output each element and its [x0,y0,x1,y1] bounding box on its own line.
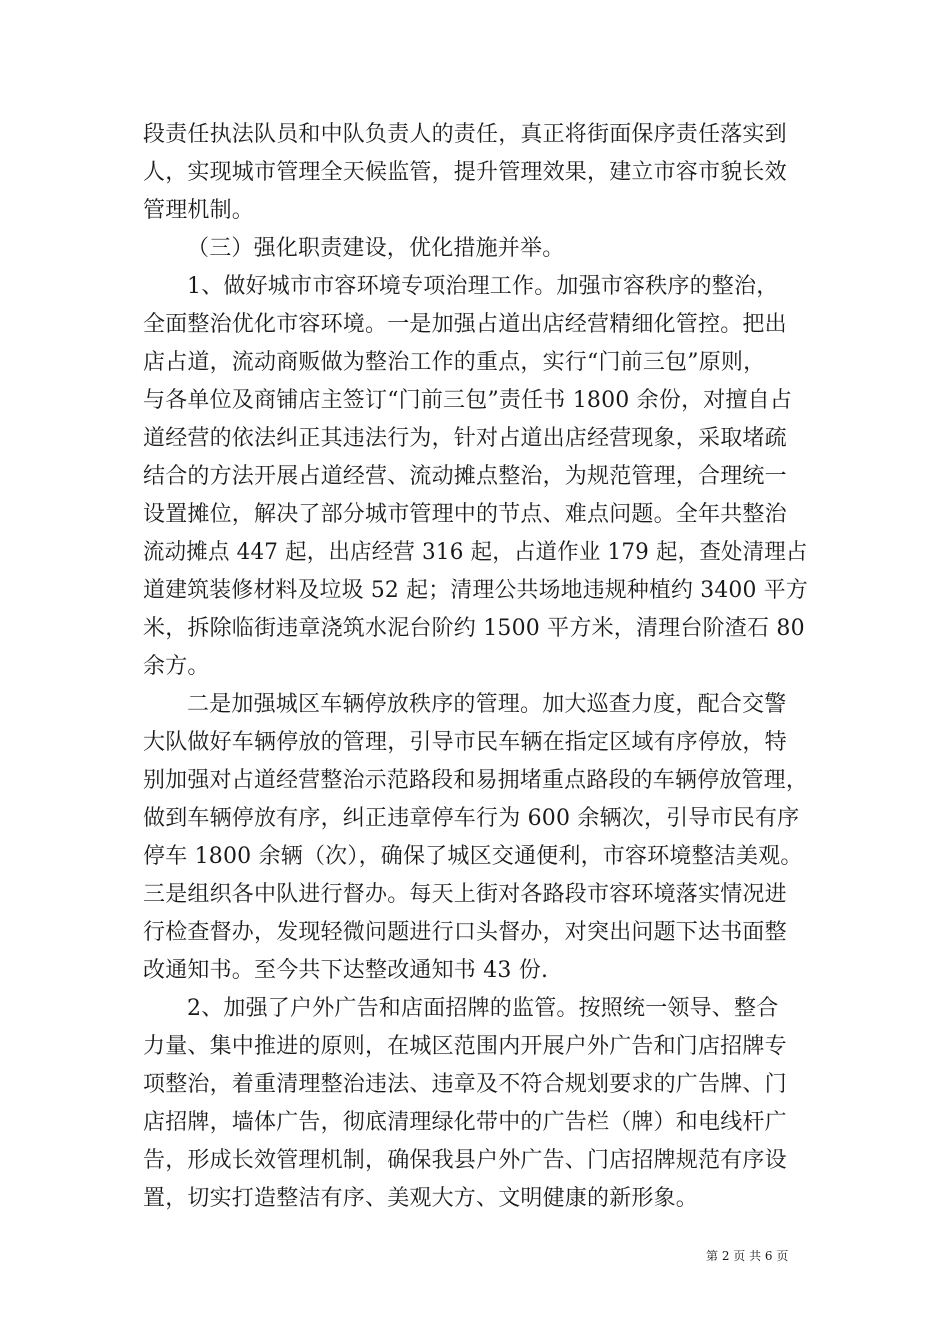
text-line: 店占道，流动商贩做为整治工作的重点，实行“门前三包”原则， [143,350,766,375]
text-line: 三是组织各中队进行督办。每天上街对各路段市容环境落实情况进 [143,882,787,907]
text-line: 力量、集中推进的原则，在城区范围内开展户外广告和门店招牌专 [143,1034,787,1059]
page-number: 第 2 页 共 6 页 [706,1249,789,1263]
text-line: 设置摊位，解决了部分城市管理中的节点、难点问题。全年共整治 [143,502,787,527]
text-line: 做到车辆停放有序，纠正违章停车行为 600 余辆次，引导市民有序 [143,806,800,831]
text-line: 二是加强城区车辆停放秩序的管理。加大巡查力度，配合交警 [187,692,787,717]
text-line: 人，实现城市管理全天候监管，提升管理效果，建立市容市貌长效 [143,160,787,185]
text-line: 大队做好车辆停放的管理，引导市民车辆在指定区域有序停放，特 [143,730,787,755]
text-line: 置，切实打造整洁有序、美观大方、文明健康的新形象。 [143,1186,699,1211]
text-line: 2、加强了户外广告和店面招牌的监管。按照统一领导、整合 [187,996,779,1021]
text-line: 道建筑装修材料及垃圾 52 起；清理公共场地违规种植约 3400 平方 [143,578,808,603]
text-line: 与各单位及商铺店主签订“门前三包”责任书 1800 余份，对擅自占 [143,388,793,413]
text-line: 1、做好城市市容环境专项治理工作。加强市容秩序的整治， [187,274,779,299]
text-line: 道经营的依法纠正其违法行为，针对占道出店经营现象，采取堵疏 [143,426,787,451]
text-line: 告，形成长效管理机制，确保我县户外广告、门店招牌规范有序设 [143,1148,787,1173]
text-line: 管理机制。 [143,198,255,223]
text-line: 余方。 [143,654,210,679]
text-line: 店招牌，墙体广告，彻底清理绿化带中的广告栏（牌）和电线杆广 [143,1110,787,1135]
text-line: 段责任执法队员和中队负责人的责任，真正将街面保序责任落实到 [143,122,787,147]
text-line: 停车 1800 余辆（次），确保了城区交通便利，市容环境整洁美观。 [143,844,803,869]
text-line: 项整治，着重清理整治违法、违章及不符合规划要求的广告牌、门 [143,1072,787,1097]
text-line: 改通知书。至今共下达整改通知书 43 份. [143,958,549,983]
text-line: 行检查督办，发现轻微问题进行口头督办，对突出问题下达书面整 [143,920,787,945]
text-line: 结合的方法开展占道经营、流动摊点整治，为规范管理，合理统一 [143,464,787,489]
text-line: 全面整治优化市容环境。一是加强占道出店经营精细化管控。把出 [143,312,787,337]
text-line: 米，拆除临街违章浇筑水泥台阶约 1500 平方米，清理台阶渣石 80 [143,616,805,641]
text-line: 流动摊点 447 起，出店经营 316 起，占道作业 179 起，查处清理占 [143,540,808,565]
text-line: 别加强对占道经营整治示范路段和易拥堵重点路段的车辆停放管理， [143,768,809,793]
section-heading: （三）强化职责建设，优化措施并举。 [187,236,565,261]
